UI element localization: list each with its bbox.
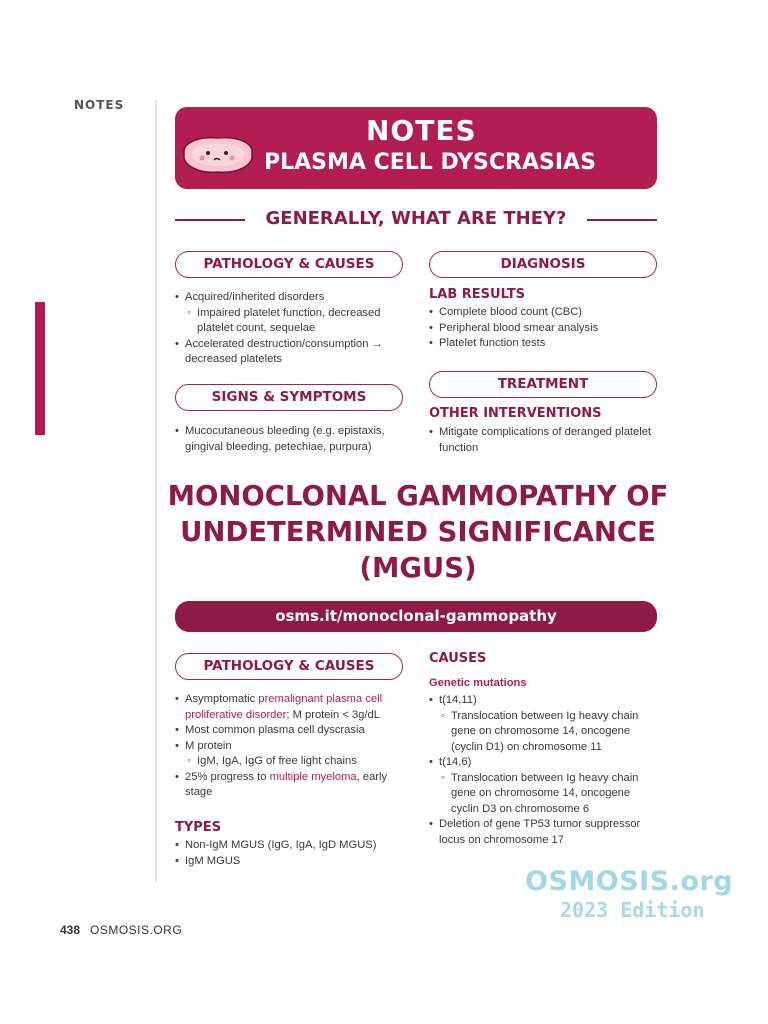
list-item: • Asymptomatic premalignant plasma cell proliferative disorder; M protein < 3g/dL xyxy=(175,692,407,723)
list-item: • Acquired/inherited disorders xyxy=(175,290,405,306)
list-item: • Mitigate complications of deranged platelet function xyxy=(429,425,657,456)
list-item: • 25% progress to multiple myeloma, early stage xyxy=(175,770,407,801)
lab-results-heading: LAB RESULTS xyxy=(429,287,525,302)
list-item: • Non-IgM MGUS (IgG, IgA, IgD MGUS) xyxy=(175,838,407,854)
diagnosis-list xyxy=(429,305,657,352)
mgus-title-line: MONOCLONAL GAMMOPATHY OF xyxy=(167,480,669,512)
pill-pathology-causes: PATHOLOGY & CAUSES xyxy=(175,251,403,278)
other-interventions-heading: OTHER INTERVENTIONS xyxy=(429,406,602,421)
list-item: • Mucocutaneous bleeding (e.g. epistaxis, gingival bleeding, petechiae, purpura) xyxy=(175,424,405,455)
header-subtitle: PLASMA CELL DYSCRASIAS xyxy=(264,150,596,175)
types-list xyxy=(175,838,407,869)
treatment-list xyxy=(429,425,657,456)
mgus-title xyxy=(160,478,676,586)
list-item: ◦ Translocation between Ig heavy chain gene on chromosome 14, oncogene (cyclin D1) on chromosome 11 xyxy=(429,709,657,756)
pill-mgus-pathology: PATHOLOGY & CAUSES xyxy=(175,653,403,680)
list-item: • t(14,6) xyxy=(429,755,657,771)
section-rule-right xyxy=(587,219,657,221)
list-item: • Most common plasma cell dyscrasia xyxy=(175,723,407,739)
mgus-pathology-list xyxy=(175,692,407,801)
list-item: • IgM MGUS xyxy=(175,854,407,870)
list-item: • Peripheral blood smear analysis xyxy=(429,321,657,337)
osmosis-watermark-logo: OSMOSIS.org xyxy=(525,866,734,897)
mgus-title-line: (MGUS) xyxy=(359,552,477,584)
header-title: NOTES xyxy=(366,114,477,147)
list-item: • t(14,11) xyxy=(429,693,657,709)
section-title-general xyxy=(175,206,657,234)
list-item: ◦ Translocation between Ig heavy chain gene on chromosome 14, oncogene cyclin D3 on chromosome 6 xyxy=(429,771,657,818)
general-signs-list xyxy=(175,424,405,455)
pill-signs-symptoms: SIGNS & SYMPTOMS xyxy=(175,384,403,411)
general-pathology-list xyxy=(175,290,405,368)
causes-heading: CAUSES xyxy=(429,651,487,666)
types-heading: TYPES xyxy=(175,820,222,835)
highlight-term: multiple myeloma xyxy=(269,770,357,783)
section-title-text: GENERALLY, WHAT ARE THEY? xyxy=(265,208,567,229)
list-item: • M protein xyxy=(175,739,407,755)
list-item: ◦ IgM, IgA, IgG of free light chains xyxy=(175,754,407,770)
pill-diagnosis: DIAGNOSIS xyxy=(429,251,657,278)
vertical-divider xyxy=(155,100,157,882)
osmosis-link-banner[interactable]: osms.it/monoclonal-gammopathy xyxy=(175,601,657,632)
list-item: • Platelet function tests xyxy=(429,336,657,352)
list-item: ◦ Impaired platelet function, decreased platelet count, sequelae xyxy=(175,306,405,337)
page-number: 438 xyxy=(60,923,81,937)
side-notes-label: NOTES xyxy=(74,98,125,112)
causes-list xyxy=(429,693,657,848)
pill-treatment: TREATMENT xyxy=(429,371,657,398)
mgus-title-line: UNDETERMINED SIGNIFICANCE xyxy=(180,516,656,548)
highlight-term: premalignant plasma cell proliferative disorder xyxy=(185,693,383,721)
footer-site-name: OSMOSIS.ORG xyxy=(90,923,183,937)
list-item: • Accelerated destruction/consumption → decreased platelets xyxy=(175,337,405,368)
edition-watermark: 2023 Edition xyxy=(560,898,705,922)
platelet-mascot-icon xyxy=(178,132,258,178)
genetic-mutations-heading: Genetic mutations xyxy=(429,677,527,689)
chapter-accent-bar xyxy=(35,302,45,435)
list-item: • Deletion of gene TP53 tumor suppressor locus on chromosome 17 xyxy=(429,817,657,848)
list-item: • Complete blood count (CBC) xyxy=(429,305,657,321)
